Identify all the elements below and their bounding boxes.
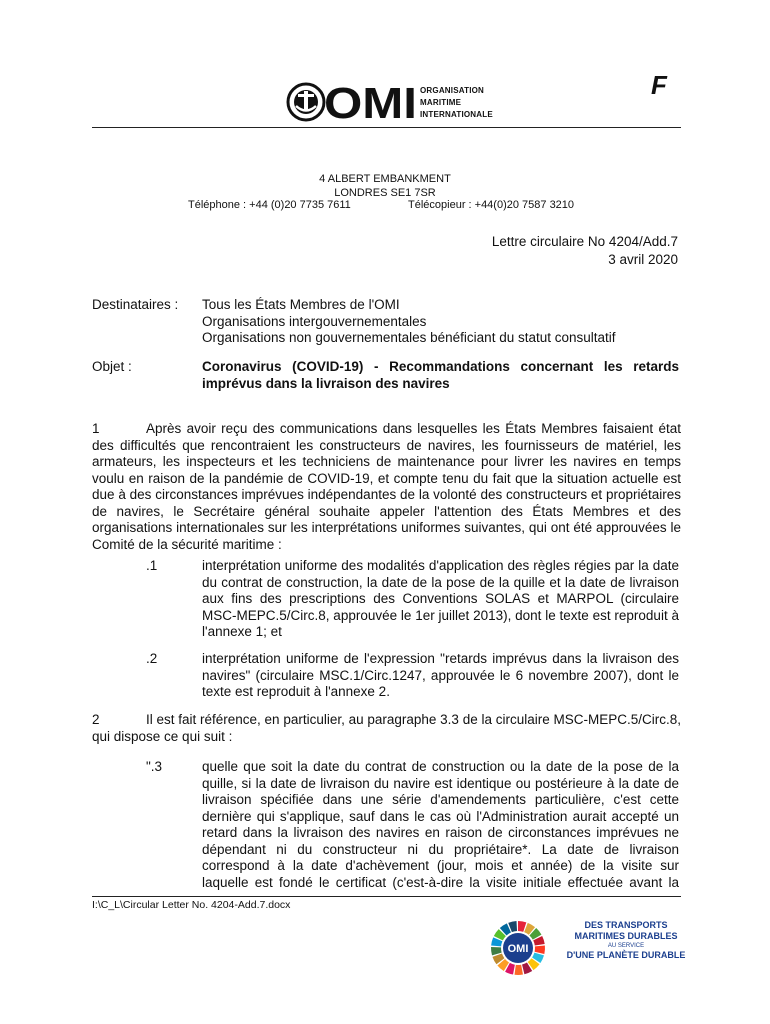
list-item-text: interprétation uniforme des modalités d'application des règles régies par la date du contrat de construction, la date de la pose de la quille et la date de livraison aux fins des prescriptions des Conventions SOLAS et MARPOL (circulaire MSC-MEPC.5/Circ.8, approuvée le 1er juillet 2013), dont le texte est reproduit à l'annexe 1; et [202,558,679,639]
wheel-segment [515,965,523,975]
quote-text: quelle que soit la date du contrat de construction ou la date de la pose de la quille, si la date de livraison du navire est identique ou postérieure à la date de livraison spécifiée dans une série d'amendements particulière, c'est cette dernière qui s'applique, sauf dans le cas où l'Administration aurait accepté un retard dans la livraison des navires en raison de circonstances imprévues ne dépendant ni du constructeur ni du propriétaire*. La date de livraison correspond à la date d'achèvement (jour, mois et année) de la visite sur laquelle est fondé le certificat (c'est-à-dire la visite initiale effectuée avant la [202,759,679,890]
subject-text: Coronavirus (COVID-19) - Recommandations concernant les retards imprévus dans la livraison des navires [202,359,679,391]
paragraph-text: Après avoir reçu des communications dans lesquelles les États Membres faisaient état des difficultés que rencontraient les constructeurs de navires, les fournisseurs de matériel, les armateurs, les inspecteurs et les techniciens de maintenance pour livrer les navires en temps voulu en raison de la pandémie de COVID-19, et compte tenu du fait que la situation actuelle est due à des circonstances imprévues indépendantes de la volonté des constructeurs et propriétaires de navires, le Secrétaire général souhaite appeler l'attention des États Membres et des organisations internationales sur les interprétations uniformes suivantes, qui ont été approuvées le Comité de la sécurité maritime : [92,421,681,552]
paragraph-text: Il est fait référence, en particulier, au paragraphe 3.3 de la circulaire MSC-MEPC.5/Circ.8, qui dispose ce qui suit : [92,712,681,744]
footer-divider [92,896,681,897]
quote-number: ".3 [146,759,163,774]
badge-logo-text: OMI [507,943,529,955]
paragraph-number: 2 [92,712,100,727]
addressee-line: Organisations non gouvernementales bénéficiant du statut consultatif [202,330,616,345]
organisation-name: ORGANISATION MARITIME INTERNATIONALE [420,86,493,119]
language-code: F [651,70,667,100]
phone-number: Téléphone : +44 (0)20 7735 7611 [188,199,351,211]
list-item-number: .1 [146,558,158,573]
paragraph-2 [92,712,681,745]
imo-emblem-icon [288,84,324,120]
file-path: I:\C_L\Circular Letter No. 4204-Add.7.docx [92,899,291,911]
list-item-number: .2 [146,651,158,666]
addressees-list [202,297,616,347]
imo-wordmark: OMI [324,82,417,122]
wheel-segment [535,946,545,954]
addressees-label: Destinataires : [92,297,179,312]
header-divider [92,127,681,128]
fax-number: Télécopieur : +44(0)20 7587 3210 [408,199,575,211]
addressee-line: Organisations intergouvernementales [202,313,427,329]
paragraph-number: 1 [92,421,100,436]
address-city: LONDRES SE1 7SR [334,187,436,199]
letter-date: 3 avril 2020 [608,252,678,267]
subject-label: Objet : [92,359,132,374]
list-item-text: interprétation uniforme de l'expression "retards imprévus dans la livraison des navires" (circulaire MSC.1/Circ.1247, approuvée le 6 novembre 2007), dont le texte est reproduit à l'annexe 2. [202,651,679,699]
address-street: 4 ALBERT EMBANKMENT [319,173,451,185]
circular-reference: Lettre circulaire No 4204/Add.7 [491,234,678,249]
wheel-segment [491,947,502,955]
sustainable-shipping-slogan: DES TRANSPORTS MARITIMES DURABLES AU SERVICE D'UNE PLANÈTE DURABLE [566,920,686,960]
addressee-line: Tous les États Membres de l'OMI [202,297,400,312]
paragraph-1 [92,421,681,553]
